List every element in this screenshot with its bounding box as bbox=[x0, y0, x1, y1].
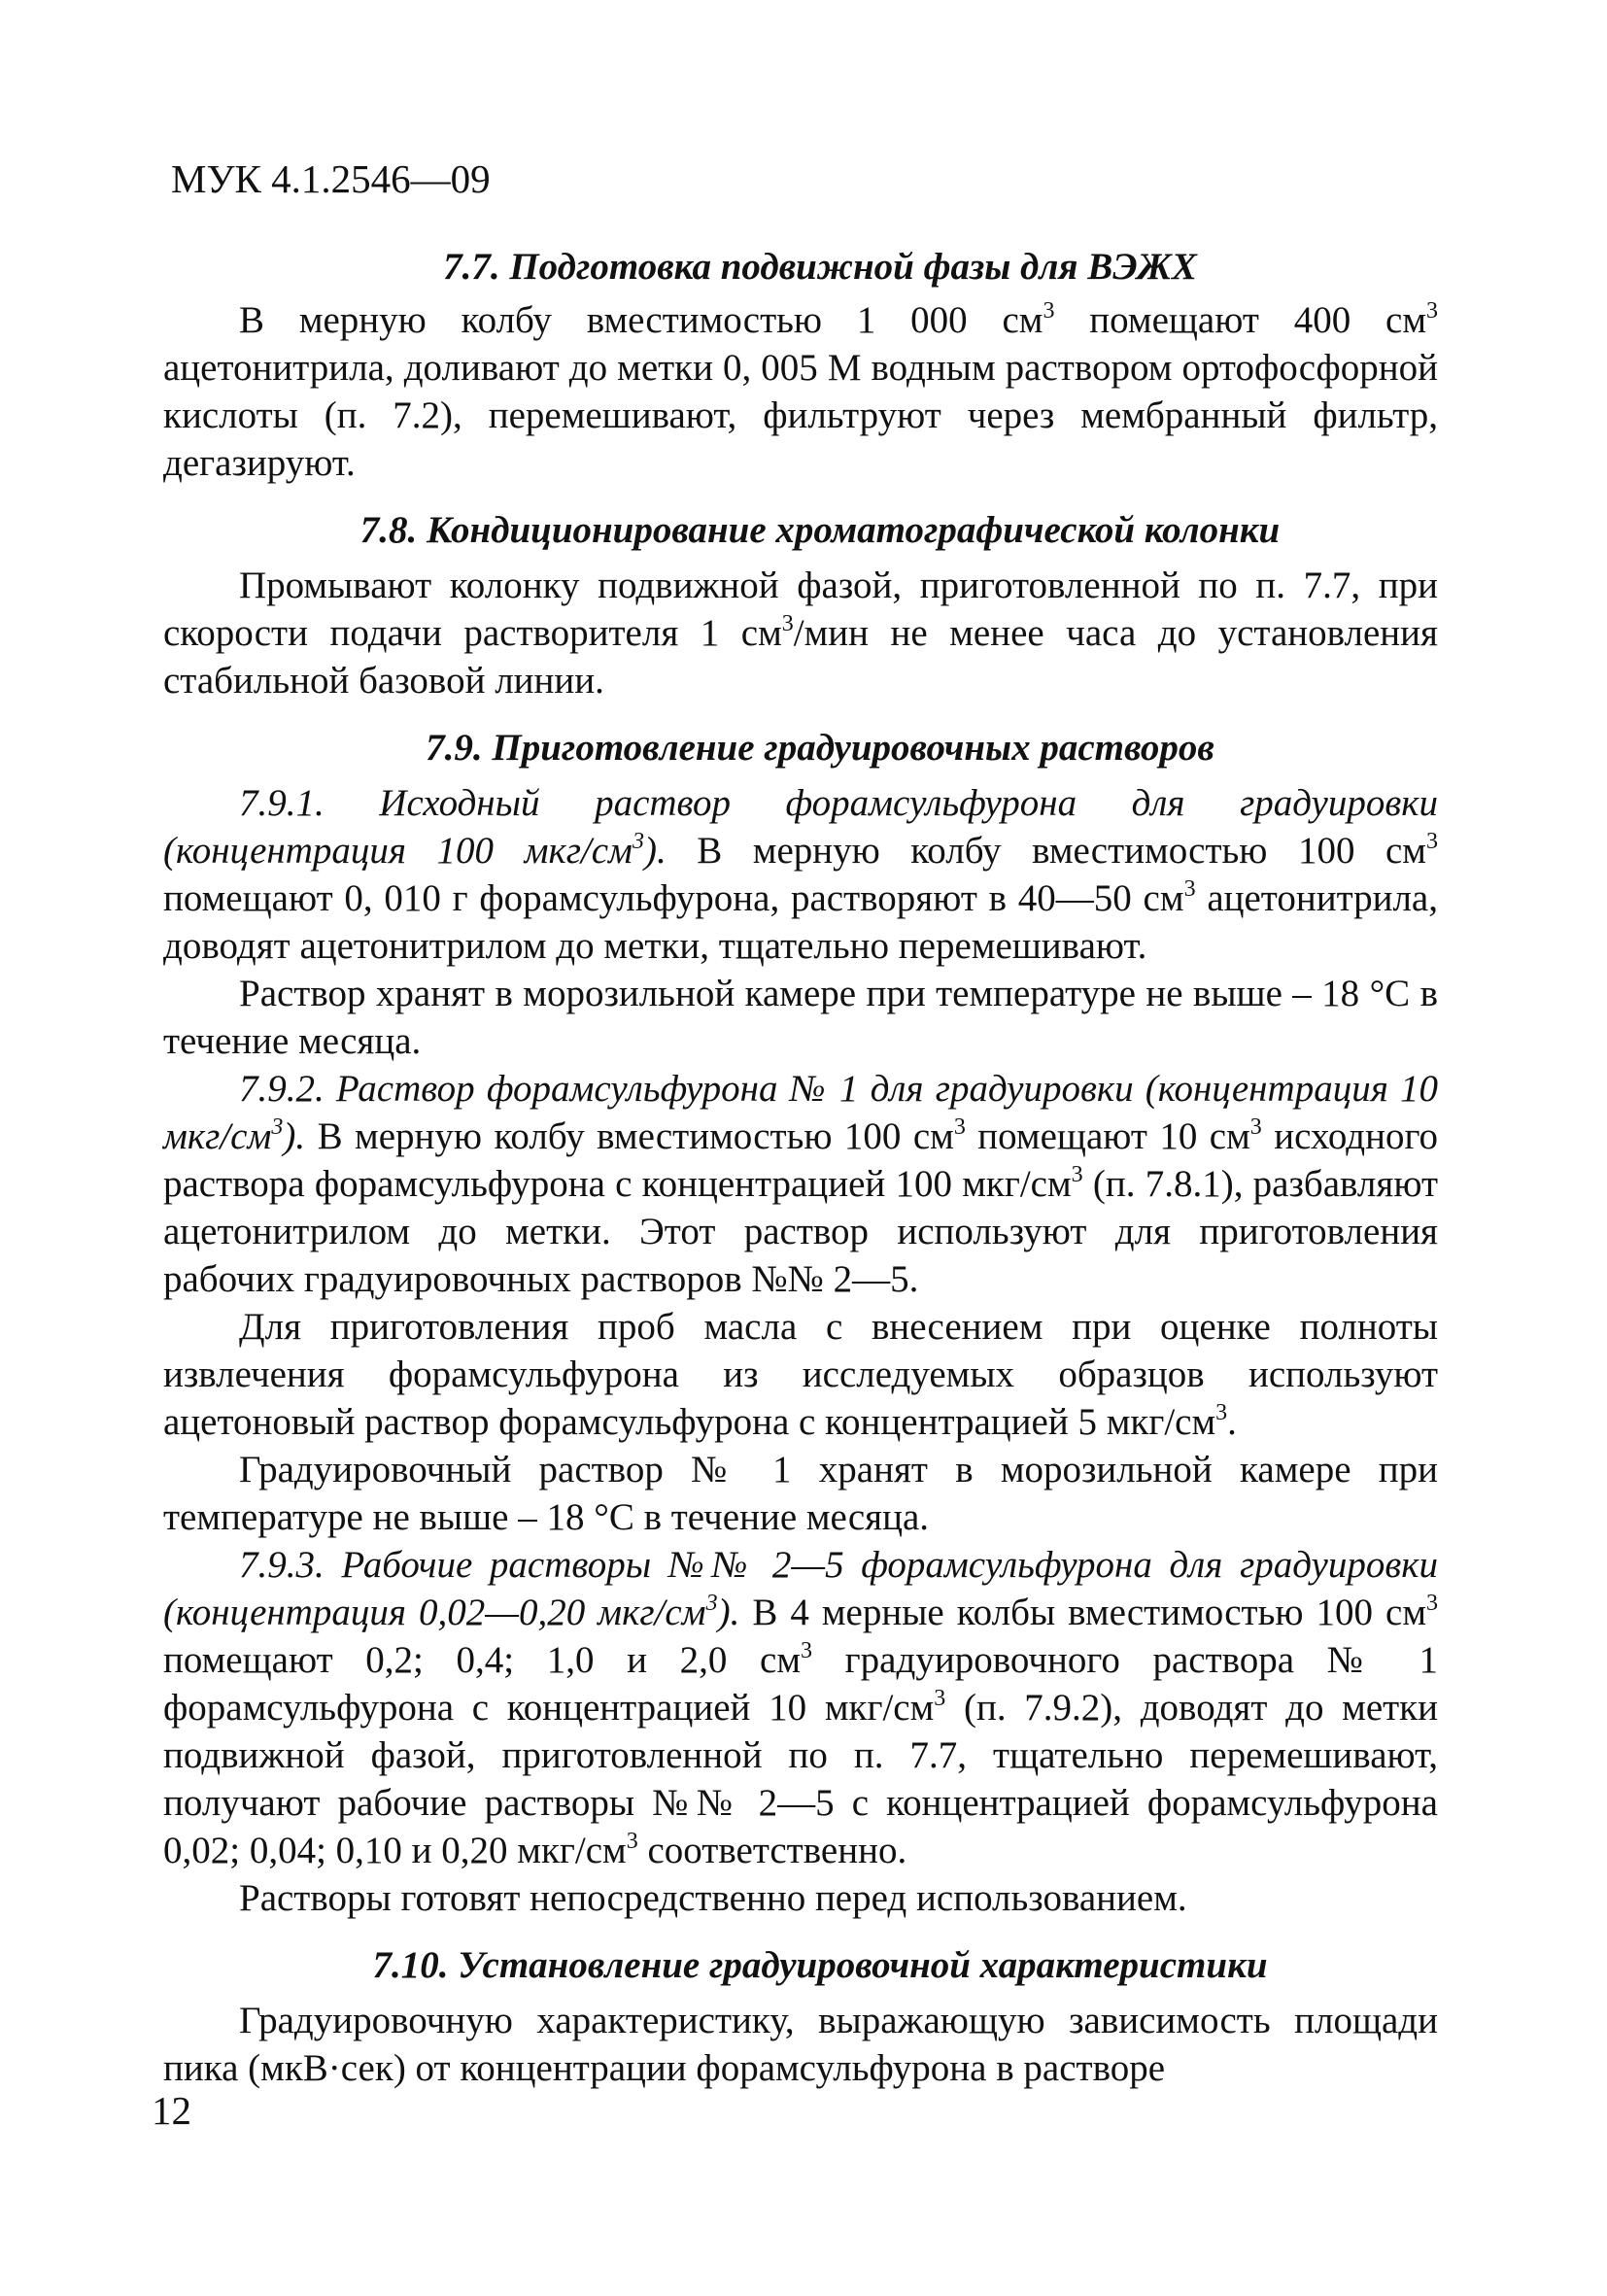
italic-heading: ). bbox=[717, 1592, 740, 1633]
text: помещают 0, 010 г форамсульфурона, растворяют в 40—50 см bbox=[163, 877, 1184, 919]
text: В мерную колбу вместимостью 1 000 см bbox=[239, 299, 1043, 341]
paragraph-storage-1: Раствор хранят в морозильной камере при температуре не выше – 18 °С в течение месяца. bbox=[163, 973, 1438, 1062]
text: Промывают колонку подвижной фазой, приготовленной по п. 7.7, при скорости подачи растворителя 1 см bbox=[163, 565, 1438, 654]
text: помещают 400 см bbox=[1054, 299, 1426, 341]
text: ацетонитрила, доливают до метки 0, 005 М водным раствором ортофосфорной кислоты (п. 7.2), перемешивают, фильтруют через мембранный фильтр, дегазируют. bbox=[163, 347, 1438, 484]
section-title-7-9: 7.9. Приготовление градуировочных растворов bbox=[426, 727, 1214, 769]
paragraph-oil-samples bbox=[163, 1303, 1438, 1446]
page-content bbox=[163, 243, 1438, 2092]
text: В мерную колбу вместимостью 100 см bbox=[666, 830, 1426, 872]
superscript: 3 bbox=[801, 1638, 813, 1663]
text: В мерную колбу вместимостью 100 см bbox=[305, 1115, 954, 1157]
text: помещают 10 см bbox=[965, 1115, 1250, 1157]
italic-heading: 7.9.1. Исходный раствор форамсульфурона для градуировки (концентрация 100 мкг/см bbox=[163, 782, 1438, 872]
paragraph-7-10: Градуировочную характеристику, выражающую зависимость площади пика (мкВ·сек) от концентрации форамсульфурона в растворе bbox=[163, 2000, 1438, 2089]
superscript: 3 bbox=[1043, 298, 1055, 324]
superscript: 3 bbox=[1249, 1114, 1262, 1140]
text: Для приготовления проб масла с внесением при оценке полноты извлечения форамсульфурона из исследуемых образцов используют ацетоновый раствор форамсульфурона с концентрацией 5 мкг/см bbox=[163, 1306, 1438, 1443]
paragraph-7-9-2 bbox=[163, 1065, 1438, 1303]
section-title-7-10: 7.10. Установление градуировочной характеристики bbox=[372, 1944, 1268, 1986]
italic-heading: 7.9.3. Рабочие растворы №№ 2—5 форамсульфурона для градуировки (концентрация 0,02—0,20 мкг/см bbox=[163, 1544, 1438, 1633]
italic-heading: 7.9.2. Раствор форамсульфурона № 1 для градуировки (концентрация 10 мкг/см bbox=[163, 1068, 1438, 1157]
italic-heading: ). bbox=[283, 1115, 306, 1157]
text: помещают 0,2; 0,4; 1,0 и 2,0 см bbox=[163, 1639, 802, 1681]
superscript: 3 bbox=[1426, 829, 1438, 854]
superscript: 3 bbox=[1071, 1162, 1083, 1187]
text: /мин не менее часа до установления стабильной базовой линии. bbox=[163, 612, 1438, 702]
text: соответственно. bbox=[637, 1830, 907, 1871]
superscript: 3 bbox=[1215, 1400, 1228, 1425]
section-title-7-8: 7.8. Кондиционирование хроматографической колонки bbox=[359, 509, 1281, 551]
superscript: 3 bbox=[705, 1591, 718, 1616]
paragraph-7-9-1 bbox=[163, 779, 1438, 970]
italic-heading: ). bbox=[643, 830, 667, 872]
text: исходного раствора форамсульфурона с концентрацией 100 мкг/см bbox=[163, 1115, 1438, 1205]
text: (п. 7.8.1), разбавляют ацетонитрилом до метки. Этот раствор используют для приготовления рабочих градуировочных растворов №№ 2—5. bbox=[163, 1163, 1438, 1300]
superscript: 3 bbox=[934, 1686, 946, 1711]
paragraph-storage-2: Градуировочный раствор № 1 хранят в морозильной камере при температуре не выше – 18 °С в течение месяца. bbox=[163, 1449, 1438, 1538]
paragraph-7-7 bbox=[163, 296, 1438, 487]
paragraph-7-8 bbox=[163, 562, 1438, 704]
superscript: 3 bbox=[632, 829, 644, 854]
text: В 4 мерные колбы вместимостью 100 см bbox=[739, 1592, 1427, 1633]
text: градуировочного раствора № 1 форамсульфурона с концентрацией 10 мкг/см bbox=[163, 1639, 1438, 1729]
superscript: 3 bbox=[271, 1114, 284, 1140]
text: (п. 7.9.2), доводят до метки подвижной фазой, приготовленной по п. 7.7, тщательно перемешивают, получают рабочие растворы №№ 2—5 с концентрацией форамсульфурона 0,02; 0,04; 0,10 и 0,20 мкг/см bbox=[163, 1687, 1438, 1871]
paragraph-7-9-3 bbox=[163, 1541, 1438, 1874]
superscript: 3 bbox=[1426, 1591, 1439, 1616]
paragraph-prepare-before-use: Растворы готовят непосредственно перед использованием. bbox=[239, 1877, 1187, 1919]
superscript: 3 bbox=[626, 1829, 638, 1854]
page-number: 12 bbox=[152, 2088, 191, 2133]
superscript: 3 bbox=[1183, 876, 1196, 902]
superscript: 3 bbox=[781, 611, 794, 636]
superscript: 3 bbox=[953, 1114, 966, 1140]
section-title-7-7: 7.7. Подготовка подвижной фазы для ВЭЖХ bbox=[443, 246, 1197, 288]
document-code: МУК 4.1.2546—09 bbox=[171, 156, 491, 201]
text: . bbox=[1227, 1401, 1237, 1443]
text: ацетонитрила, доводят ацетонитрилом до метки, тщательно перемешивают. bbox=[163, 877, 1438, 967]
superscript: 3 bbox=[1426, 298, 1438, 324]
